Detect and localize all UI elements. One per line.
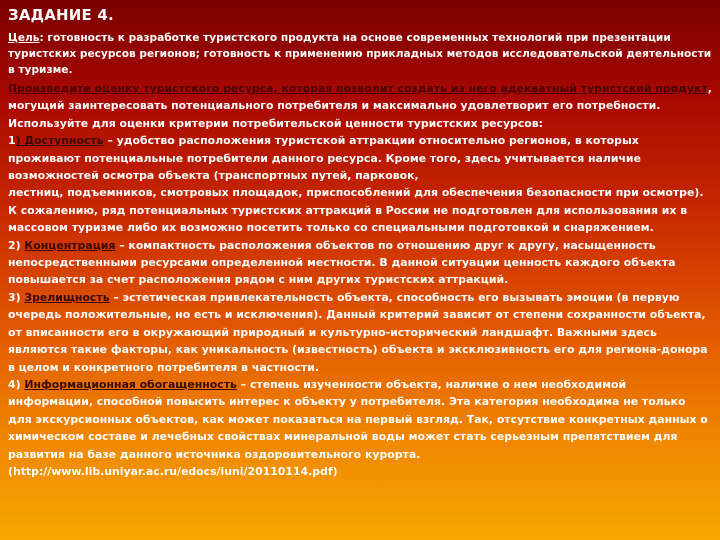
goal-text: : готовность к разработке туристского продукта на основе современных технологий при презентации туристских ресурсов регионов; готовность к применению прикладных методов исследовательской деятельности в туризме. [8, 32, 712, 76]
criterion-2-term: Концентрация [24, 238, 116, 252]
criterion-4-text: – степень изученности объекта, наличие о нем необходимой информации, способной повысить интерес к объекту у потребителя. Эта категория необходима не только для экскурсионных объектов, как может показаться на первый взгляд. Так, отсутствие конкретных данных о химическом составе и лечебных свойствах минеральной воды может стать серьезным препятствием для развития на базе данного источника оздоровительного курорта. [8, 377, 708, 461]
criterion-1-continued: лестниц, подъемников, смотровых площадок, приспособлений для обеспечения безопасности при осмотре). К сожалению, ряд потенциальных туристских аттракций в России не подготовлен для использования их в массовом туризме либо их возможно посетить только со специальными подготовкой и снаряжением. [8, 186, 704, 235]
criterion-4-number: 4) [8, 377, 25, 391]
criterion-3-term: Зрелищность [24, 290, 110, 304]
criterion-1-term: ) Доступность [15, 134, 104, 148]
source-link: (http://www.lib.uniyar.ac.ru/edocs/iuni/20110114.pdf) [8, 464, 338, 478]
task-body [8, 80, 712, 480]
criterion-3 [8, 289, 712, 376]
task-highlight: Произведите оценку туристского ресурса, которая позволит создать из него адекватный туристский продукт [8, 82, 708, 95]
criterion-1-text: – удобство расположения туристской аттракции относительно регионов, в которых проживают потенциальные потребители данного ресурса. Кроме того, здесь учитывается наличие возможностей осмотра объекта (транспортных путей, парковок, [8, 134, 641, 183]
criterion-4-term: Информационная обогащенность [24, 377, 237, 391]
criterion-2-text: – компактность расположения объектов по отношению друг к другу, насыщенность непосредственными ресурсами определенной местности. В данной ситуации ценность каждого объекта повышается за счет расположения рядом с ним других туристских аттракций. [8, 238, 676, 287]
criterion-3-text: – эстетическая привлекательность объекта, способность его вызывать эмоции (в первую очередь положительные, но есть и исключения). Данный критерий зависит от степени сохранности объекта, от вписанности его в окружающий природный и культурно-исторический ландшафт. Важными здесь являются такие факторы, как уникальность (известность) объекта и эксклюзивность его для региона-донора в целом и конкретного потребителя в частности. [8, 290, 708, 374]
goal-paragraph [8, 30, 712, 78]
criterion-2-number: 2) [8, 238, 25, 252]
criterion-3-number: 3) [8, 290, 25, 304]
criterion-4 [8, 376, 712, 463]
criterion-1 [8, 132, 712, 184]
task-rest: , могущий заинтересовать потенциального потребителя и максимально удовлетворит его потребности. Используйте для оценки критерии потребительской ценности туристских ресурсов: [8, 82, 712, 130]
task-paragraph [8, 80, 712, 132]
slide-title: ЗАДАНИЕ 4. [8, 6, 114, 24]
goal-label: Цель [8, 32, 40, 44]
criterion-1-number: 1 [8, 134, 16, 148]
criterion-2 [8, 237, 712, 289]
